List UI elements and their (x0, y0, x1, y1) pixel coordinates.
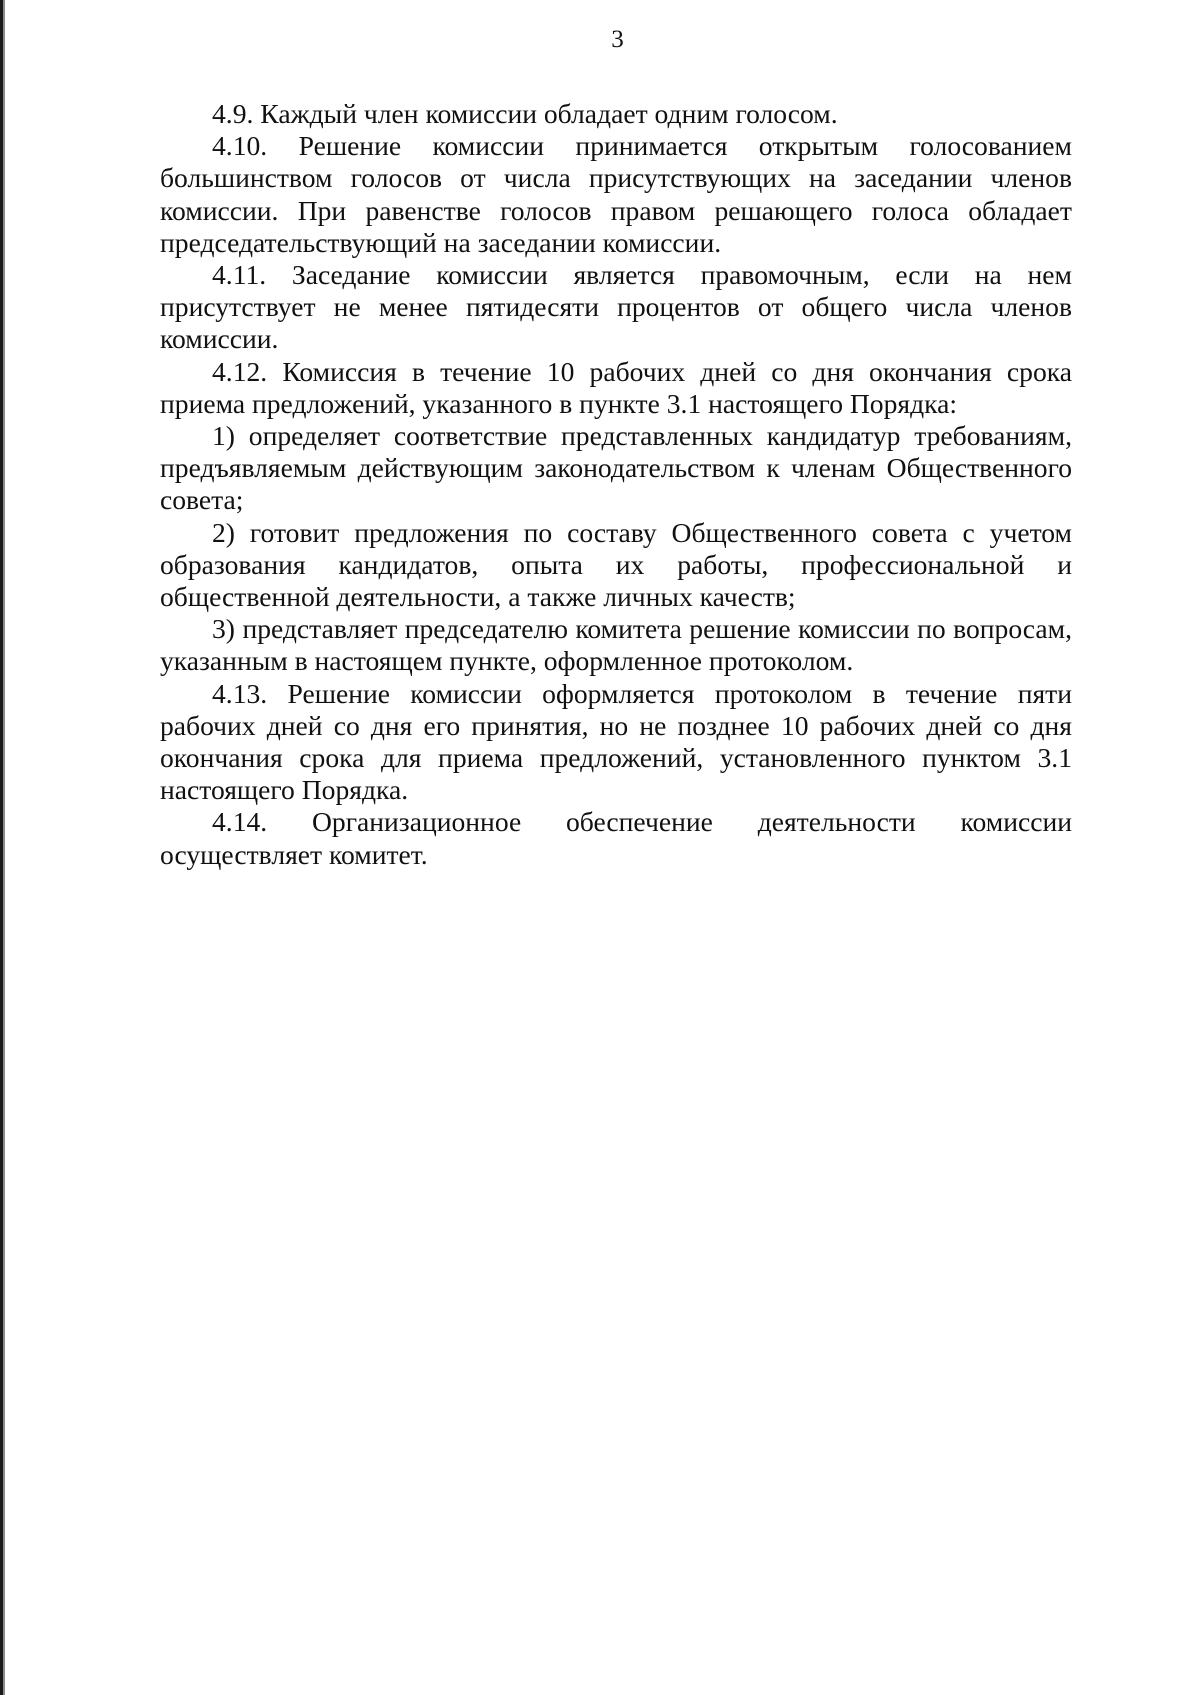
paragraph-4-11: 4.11. Заседание комиссии является правомочным, если на нем присутствует не менее пятидесяти процентов от общего числа членов комиссии. (160, 259, 1072, 355)
list-item-2: 2) готовит предложения по составу Общественного совета с учетом образования кандидатов, опыта их работы, профессиональной и общественной деятельности, а также личных качеств; (160, 516, 1072, 613)
list-item-1: 1) определяет соответствие представленных кандидатур требованиям, предъявляемым действующим законодательством к членам Общественного совета; (160, 420, 1072, 516)
paragraph-4-10: 4.10. Решение комиссии принимается открытым голосованием большинством голосов от числа присутствующих на заседании членов комиссии. При равенстве голосов правом решающего голоса обладает председательствующий на заседании комиссии. (160, 130, 1072, 258)
scan-edge-shadow (3, 0, 5, 1695)
paragraph-4-12: 4.12. Комиссия в течение 10 рабочих дней со дня окончания срока приема предложений, указанного в пункте 3.1 настоящего Порядка: (160, 355, 1072, 419)
paragraph-4-13: 4.13. Решение комиссии оформляется протоколом в течение пяти рабочих дней со дня его принятия, но не позднее 10 рабочих дней со дня окончания срока для приема предложений, установленного пунктом 3.1 настоящего Порядка. (160, 677, 1072, 806)
paragraph-4-9: 4.9. Каждый член комиссии обладает одним голосом. (212, 98, 838, 129)
list-item-3: 3) представляет председателю комитета решение комиссии по вопросам, указанным в настоящем пункте, оформленное протоколом. (160, 613, 1072, 677)
page-number: 3 (611, 26, 624, 53)
document-body (160, 98, 1072, 871)
paragraph-4-14: 4.14. Организационное обеспечение деятельности комиссии осуществляет комитет. (160, 806, 1072, 870)
